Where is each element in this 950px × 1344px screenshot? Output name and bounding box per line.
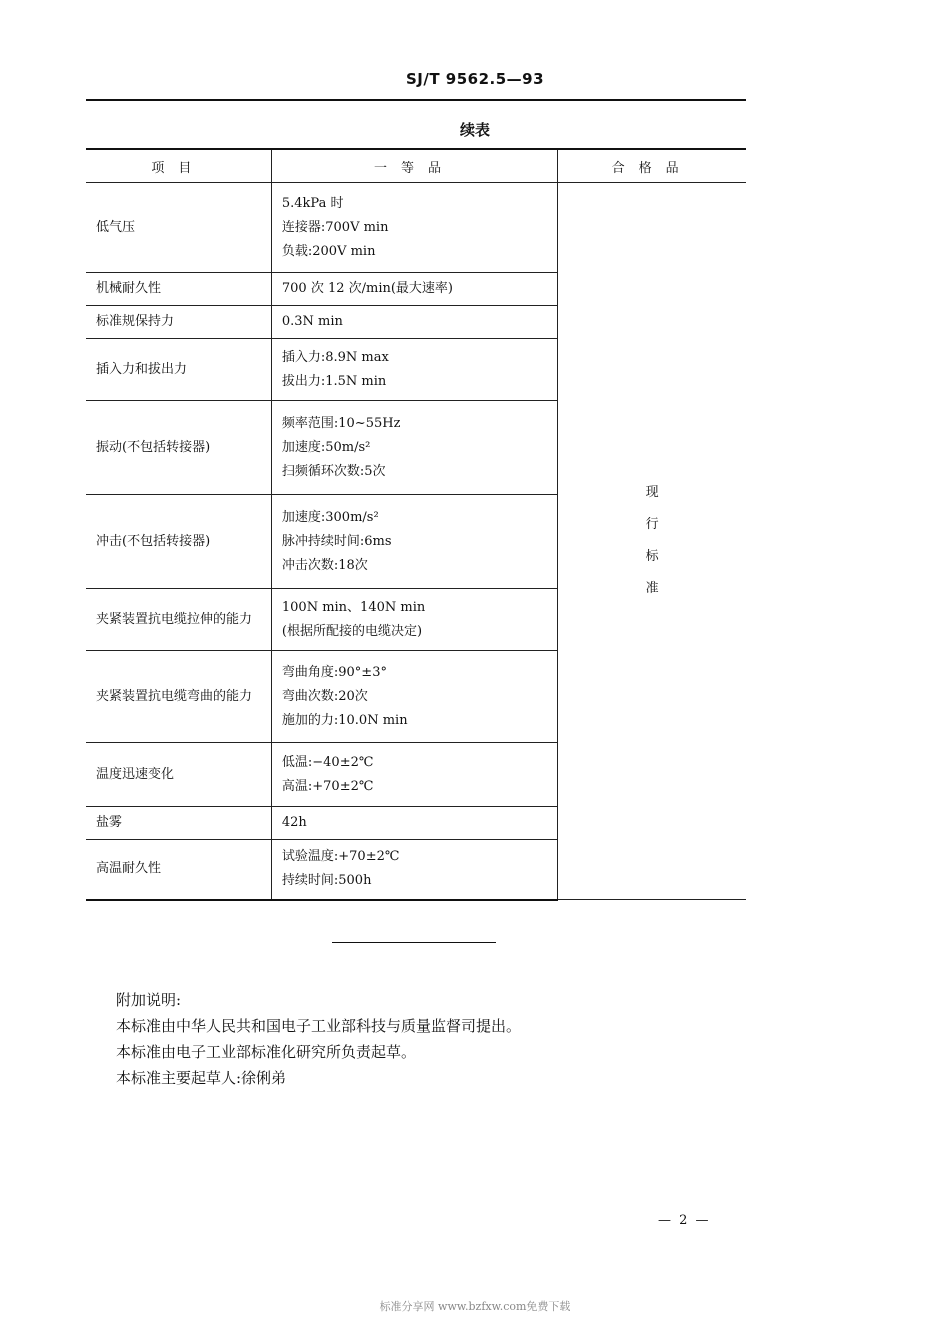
value-line: 700 次 12 次/min(最大速率) bbox=[281, 281, 454, 296]
value-line: 加速度:300m/s² bbox=[281, 509, 379, 525]
value-line: 持续时间:500h bbox=[281, 873, 372, 889]
header-qualified: 合格品 bbox=[558, 149, 746, 183]
value-line: 插入力:8.9N max bbox=[281, 349, 389, 365]
row-first-grade bbox=[271, 807, 557, 840]
table-title: 续表 bbox=[459, 121, 490, 139]
row-first-grade bbox=[271, 495, 557, 589]
value-line: 试验温度:+70±2℃ bbox=[281, 849, 400, 865]
row-item: 低气压 bbox=[86, 183, 271, 273]
value-line: 负载:200V min bbox=[281, 243, 376, 259]
value-line: 施加的力:10.0N min bbox=[281, 712, 408, 728]
row-item: 高温耐久性 bbox=[86, 840, 271, 900]
row-first-grade bbox=[271, 840, 557, 900]
row-item: 振动(不包括转接器) bbox=[86, 401, 271, 495]
value-line: 弯曲次数:20次 bbox=[281, 688, 368, 704]
qualified-text: 现行标准 bbox=[645, 485, 659, 596]
row-first-grade bbox=[271, 651, 557, 743]
value-line: 拔出力:1.5N min bbox=[281, 373, 387, 389]
value-line: 冲击次数:18次 bbox=[281, 557, 368, 573]
notes-heading: 附加说明: bbox=[116, 991, 182, 1009]
value-line: 100N min、140N min bbox=[281, 599, 426, 615]
row-first-grade bbox=[271, 589, 557, 651]
row-first-grade bbox=[271, 339, 557, 401]
qualified-merged-cell bbox=[558, 183, 746, 900]
value-line: (根据所配接的电缆决定) bbox=[281, 623, 423, 639]
value-line: 连接器:700V min bbox=[281, 219, 389, 235]
header-first-grade: 一等品 bbox=[271, 149, 557, 183]
end-of-table-rule bbox=[332, 942, 496, 943]
value-line: 脉冲持续时间:6ms bbox=[281, 533, 392, 549]
row-first-grade bbox=[271, 401, 557, 495]
standard-code: SJ/T 9562.5—93 bbox=[405, 70, 545, 88]
value-line: 弯曲角度:90°±3° bbox=[281, 664, 387, 680]
row-first-grade bbox=[271, 306, 557, 339]
value-line: 频率范围:10~55Hz bbox=[281, 415, 401, 431]
watermark: 标准分享网 www.bzfxw.com免费下载 bbox=[379, 1300, 571, 1313]
notes-line: 本标准由电子工业部标准化研究所负责起草。 bbox=[116, 1043, 417, 1061]
value-line: 0.3N min bbox=[281, 314, 343, 329]
row-first-grade bbox=[271, 183, 557, 273]
row-first-grade bbox=[271, 273, 557, 306]
additional-notes bbox=[116, 987, 521, 1091]
value-line: 扫频循环次数:5次 bbox=[281, 463, 386, 479]
value-line: 高温:+70±2℃ bbox=[281, 778, 374, 794]
row-item: 插入力和拔出力 bbox=[86, 339, 271, 401]
row-item: 夹紧装置抗电缆弯曲的能力 bbox=[86, 651, 271, 743]
table-header-row bbox=[86, 149, 746, 183]
value-line: 低温:−40±2℃ bbox=[281, 754, 374, 770]
row-first-grade bbox=[271, 743, 557, 807]
spec-table bbox=[86, 148, 746, 901]
header-item: 项目 bbox=[86, 149, 271, 183]
value-line: 42h bbox=[281, 815, 307, 830]
row-item: 夹紧装置抗电缆拉伸的能力 bbox=[86, 589, 271, 651]
value-line: 5.4kPa 时 bbox=[281, 195, 344, 211]
row-item: 冲击(不包括转接器) bbox=[86, 495, 271, 589]
header-rule bbox=[86, 99, 746, 101]
notes-line: 本标准主要起草人:徐俐弟 bbox=[116, 1069, 287, 1087]
row-item: 温度迅速变化 bbox=[86, 743, 271, 807]
row-item: 机械耐久性 bbox=[86, 273, 271, 306]
table-row bbox=[86, 183, 746, 273]
row-item: 盐雾 bbox=[86, 807, 271, 840]
value-line: 加速度:50m/s² bbox=[281, 439, 371, 455]
page-number: — 2 — bbox=[658, 1213, 711, 1228]
row-item: 标准规保持力 bbox=[86, 306, 271, 339]
notes-line: 本标准由中华人民共和国电子工业部科技与质量监督司提出。 bbox=[116, 1017, 522, 1035]
